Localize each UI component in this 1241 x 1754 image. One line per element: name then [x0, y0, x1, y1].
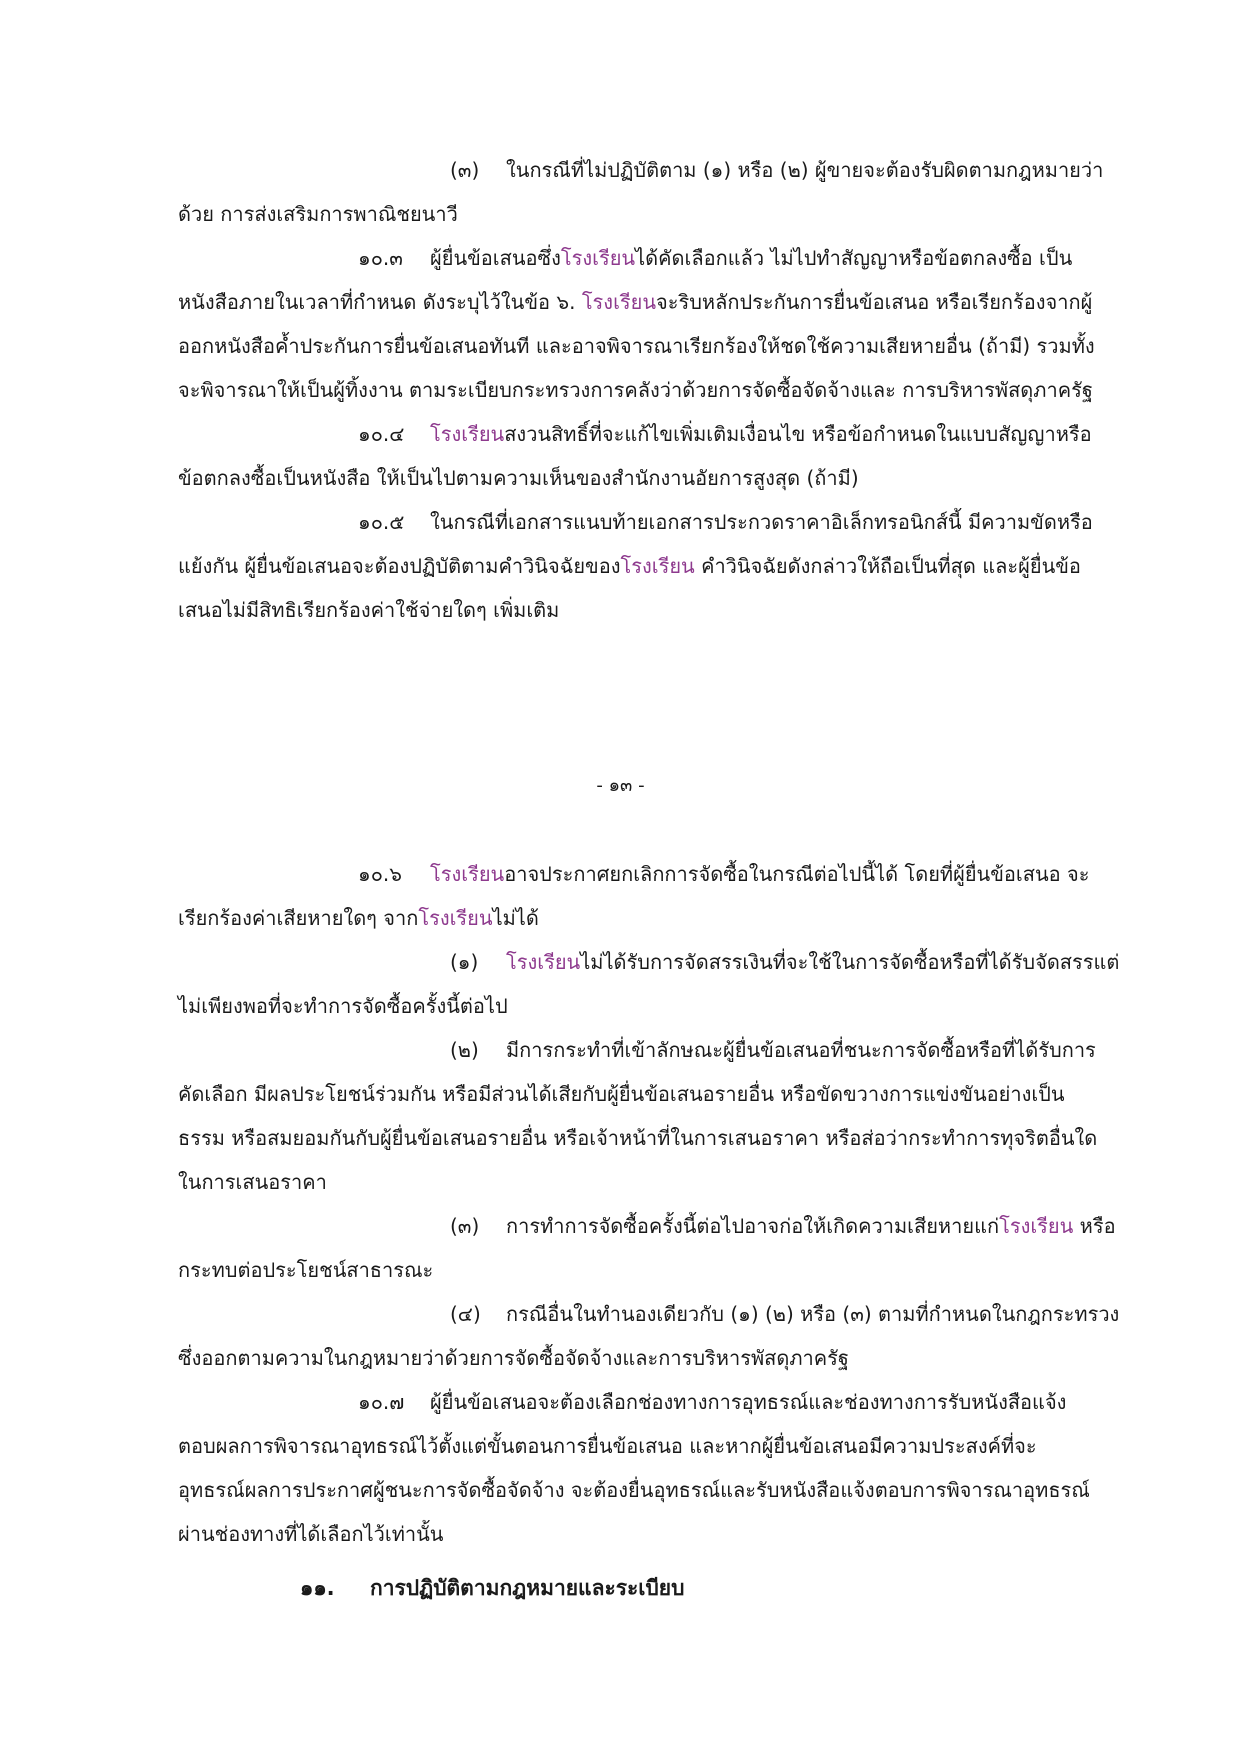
clause-10-5-line-3: เสนอไม่มีสิทธิเรียกร้องค่าใช้จ่ายใดๆ เพิ่มเติม [178, 598, 560, 622]
heading-number: ๑๑. [300, 1576, 335, 1600]
clause-number: ๑๐.๔ [358, 422, 405, 446]
clause-number: (๓) [450, 158, 480, 182]
subclause-2-line-4: ในการเสนอราคา [178, 1170, 327, 1194]
school-term: โรงเรียน [430, 422, 505, 446]
school-term: โรงเรียน [620, 554, 695, 578]
clause-10-3-line-3: ออกหนังสือค้ำประกันการยื่นข้อเสนอทันที และอาจพิจารณาเรียกร้องให้ชดใช้ความเสียหายอื่น (ถ้ามี) รวมทั้ง [178, 334, 1095, 358]
clause-3-line-2: ด้วย การส่งเสริมการพาณิชยนาวี [178, 202, 458, 226]
subclause-4-line-1: (๔) กรณีอื่นในทำนองเดียวกับ (๑) (๒) หรือ (๓) ตามที่กำหนดในกฎกระทรวง [178, 1292, 1108, 1336]
clause-10-7-line-2: ตอบผลการพิจารณาอุทธรณ์ไว้ตั้งแต่ขั้นตอนการยื่นข้อเสนอ และหากผู้ยื่นข้อเสนอมีความประสงค์ที่จะ [178, 1434, 1037, 1458]
school-term: โรงเรียน [999, 1214, 1074, 1238]
subclause-1-line-2: ไม่เพียงพอที่จะทำการจัดซื้อครั้งนี้ต่อไป [178, 994, 508, 1018]
clause-3-line-1: (๓) ในกรณีที่ไม่ปฏิบัติตาม (๑) หรือ (๒) ผู้ขายจะต้องรับผิดตามกฎหมายว่า [178, 148, 1108, 192]
school-term: โรงเรียน [560, 246, 636, 270]
clause-number: (๒) [450, 1038, 479, 1062]
heading-title: การปฏิบัติตามกฎหมายและระเบียบ [370, 1576, 685, 1600]
school-term: โรงเรียน [506, 950, 581, 974]
subclause-1-line-1: (๑) โรงเรียนไม่ได้รับการจัดสรรเงินที่จะใช้ในการจัดซื้อหรือที่ได้รับจัดสรรแต่ [178, 940, 1108, 984]
clause-10-6-line-2: เรียกร้องค่าเสียหายใดๆ จากโรงเรียนไม่ได้ [178, 906, 539, 930]
page-number: - ๑๓ - [596, 775, 645, 796]
clause-10-5-line-1: ๑๐.๕ ในกรณีที่เอกสารแนบท้ายเอกสารประกวดราคาอิเล็กทรอนิกส์นี้ มีความขัดหรือ [178, 500, 1108, 544]
clause-number: ๑๐.๕ [358, 510, 405, 534]
subclause-3-line-1: (๓) การทำการจัดซื้อครั้งนี้ต่อไปอาจก่อให้เกิดความเสียหายแก่โรงเรียน หรือ [178, 1204, 1108, 1248]
clause-10-6-line-1: ๑๐.๖ โรงเรียนอาจประกาศยกเลิกการจัดซื้อในกรณีต่อไปนี้ได้ โดยที่ผู้ยื่นข้อเสนอ จะ [178, 852, 1108, 896]
section-heading-11 [300, 1566, 684, 1610]
clause-10-3-line-1: ๑๐.๓ ผู้ยื่นข้อเสนอซึ่งโรงเรียนได้คัดเลือกแล้ว ไม่ไปทำสัญญาหรือข้อตกลงซื้อ เป็น [178, 236, 1108, 280]
clause-number: ๑๐.๗ [358, 1390, 405, 1414]
clause-10-7-line-3: อุทธรณ์ผลการประกาศผู้ชนะการจัดซื้อจัดจ้าง จะต้องยื่นอุทธรณ์และรับหนังสือแจ้งตอบการพิจารณาอุทธรณ์ [178, 1478, 1090, 1502]
clause-10-7-line-1: ๑๐.๗ ผู้ยื่นข้อเสนอจะต้องเลือกช่องทางการอุทธรณ์และช่องทางการรับหนังสือแจ้ง [178, 1380, 1108, 1424]
clause-10-7-line-4: ผ่านช่องทางที่ได้เลือกไว้เท่านั้น [178, 1522, 444, 1546]
subclause-4-line-2: ซึ่งออกตามความในกฎหมายว่าด้วยการจัดซื้อจัดจ้างและการบริหารพัสดุภาครัฐ [178, 1346, 849, 1370]
clause-10-4-line-1: ๑๐.๔ โรงเรียนสงวนสิทธิ์ที่จะแก้ไขเพิ่มเติมเงื่อนไข หรือข้อกำหนดในแบบสัญญาหรือ [178, 412, 1108, 456]
clause-number: (๔) [450, 1302, 481, 1326]
school-term: โรงเรียน [418, 906, 493, 930]
clause-10-3-line-2: หนังสือภายในเวลาที่กำหนด ดังระบุไว้ในข้อ ๖. โรงเรียนจะริบหลักประกันการยื่นข้อเสนอ หรือเรียกร้องจากผู้ [178, 290, 1093, 314]
clause-number: (๑) [450, 950, 479, 974]
section-10-3-to-10-5 [178, 148, 1108, 632]
clause-number: ๑๐.๖ [358, 862, 402, 886]
subclause-2-line-3: ธรรม หรือสมยอมกันกับผู้ยื่นข้อเสนอรายอื่น หรือเจ้าหน้าที่ในการเสนอราคา หรือส่อว่ากระทำการทุจริตอื่นใด [178, 1126, 1098, 1150]
school-term: โรงเรียน [430, 862, 505, 886]
clause-number: ๑๐.๓ [358, 246, 403, 270]
school-term: โรงเรียน [581, 290, 657, 314]
section-10-6-to-10-7 [178, 852, 1120, 1556]
subclause-2-line-2: คัดเลือก มีผลประโยชน์ร่วมกัน หรือมีส่วนได้เสียกับผู้ยื่นข้อเสนอรายอื่น หรือขัดขวางการแข่งขันอย่างเป็น [178, 1082, 1065, 1106]
clause-number: (๓) [450, 1214, 480, 1238]
clause-10-5-line-2: แย้งกัน ผู้ยื่นข้อเสนอจะต้องปฏิบัติตามคำวินิจฉัยของโรงเรียน คำวินิจฉัยดังกล่าวให้ถือเป็นที่สุด และผู้ยื่นข้อ [178, 554, 1081, 578]
subclause-2-line-1: (๒) มีการกระทำที่เข้าลักษณะผู้ยื่นข้อเสนอที่ชนะการจัดซื้อหรือที่ได้รับการ [178, 1028, 1108, 1072]
subclause-3-line-2: กระทบต่อประโยชน์สาธารณะ [178, 1258, 434, 1282]
clause-10-3-line-4: จะพิจารณาให้เป็นผู้ทิ้งงาน ตามระเบียบกระทรวงการคลังว่าด้วยการจัดซื้อจัดจ้างและ การบริหารพัสดุภาครัฐ [178, 378, 1093, 402]
clause-10-4-line-2: ข้อตกลงซื้อเป็นหนังสือ ให้เป็นไปตามความเห็นของสำนักงานอัยการสูงสุด (ถ้ามี) [178, 466, 859, 490]
